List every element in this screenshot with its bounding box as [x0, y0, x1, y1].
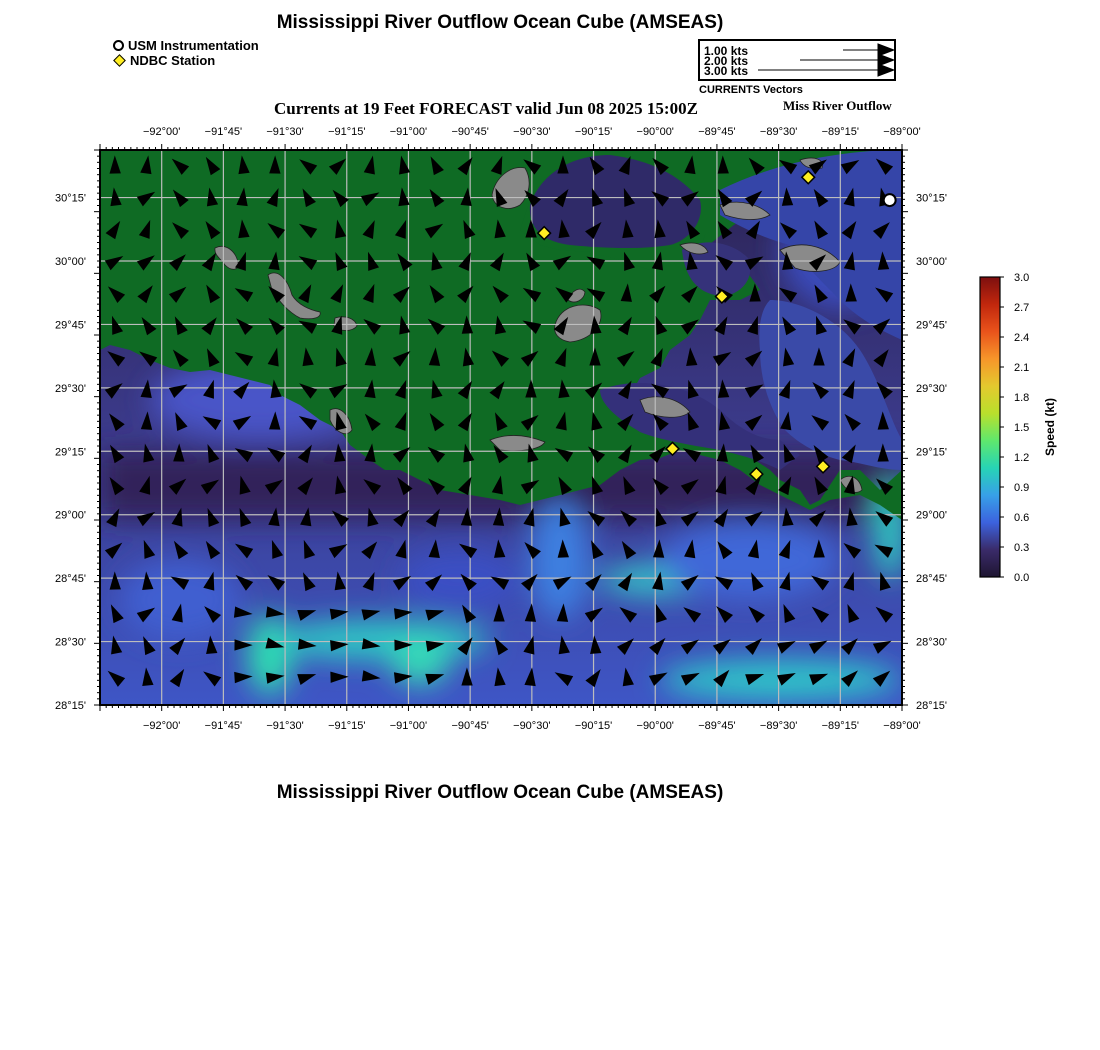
lat-label-right: 30°00'	[916, 256, 947, 268]
lat-label-left: 28°30'	[55, 636, 86, 649]
lon-label-top: −91°30'	[266, 126, 304, 138]
second-title: Mississippi River Outflow Ocean Cube (AMSEAS)	[276, 782, 724, 803]
usm-station-marker	[884, 194, 896, 206]
colorbar-tick-label: 2.4	[1014, 332, 1030, 344]
lon-label-top: −90°00'	[636, 126, 674, 138]
lat-label-right: 30°15'	[916, 192, 947, 205]
colorbar-tick-label: 1.2	[1014, 452, 1030, 464]
lon-label-bottom: −91°30'	[266, 720, 304, 732]
lat-label-left: 30°00'	[55, 256, 86, 268]
lat-label-left: 30°15'	[55, 192, 86, 205]
lon-label-top: −91°45'	[204, 126, 243, 138]
lat-label-right: 29°15'	[916, 446, 947, 459]
legend-usm-label: USM Instrumentation	[128, 38, 259, 53]
page-title: Mississippi River Outflow Ocean Cube (AMSEAS)	[276, 12, 724, 33]
colorbar-label: Speed (kt)	[1043, 398, 1057, 457]
lon-label-bottom: −90°15'	[574, 720, 613, 732]
lat-label-right: 28°30'	[916, 636, 947, 649]
lon-label-bottom: −89°30'	[759, 720, 798, 732]
lon-label-top: −89°30'	[759, 126, 798, 138]
lat-label-left: 29°30'	[55, 382, 86, 395]
region-label: Miss River Outflow	[783, 98, 892, 113]
colorbar	[960, 270, 1080, 590]
colorbar-tick-label: 0.3	[1014, 542, 1030, 554]
lon-label-top: −90°45'	[451, 126, 489, 138]
colorbar-tick-label: 0.6	[1014, 512, 1030, 524]
map-subtitle: Currents at 19 Feet FORECAST valid Jun 08 2025 15:00Z	[274, 99, 698, 118]
lon-label-top: −92°00'	[142, 126, 181, 138]
lon-label-bottom: −89°00'	[883, 720, 921, 732]
lat-label-right: 29°45'	[916, 319, 947, 332]
lon-label-bottom: −90°30'	[513, 720, 551, 732]
lat-label-right: 29°30'	[916, 382, 947, 395]
lat-label-left: 29°15'	[55, 446, 86, 459]
lon-label-top: −91°00'	[389, 126, 428, 138]
colorbar-tick-label: 0.9	[1014, 482, 1030, 494]
lat-label-right: 28°15'	[916, 700, 947, 712]
colorbar-tick-label: 2.7	[1014, 302, 1030, 314]
legend-ndbc-label: NDBC Station	[130, 53, 216, 68]
lon-label-bottom: −92°00'	[142, 720, 181, 732]
vector-key-2: 2.00 kts	[704, 54, 749, 68]
lon-label-bottom: −91°15'	[328, 720, 366, 732]
lon-label-top: −91°15'	[328, 126, 366, 138]
lon-label-top: −89°00'	[883, 126, 921, 138]
lon-label-top: −90°15'	[574, 126, 613, 138]
colorbar-tick-label: 0.0	[1014, 572, 1030, 584]
lat-label-left: 29°45'	[55, 319, 86, 332]
lat-label-right: 28°45'	[916, 573, 947, 586]
lon-label-top: −89°45'	[698, 126, 736, 138]
lon-label-top: −89°15'	[821, 126, 860, 138]
colorbar-scale	[980, 277, 1000, 577]
lat-label-left: 28°15'	[55, 700, 86, 712]
lon-label-top: −90°30'	[513, 126, 551, 138]
vector-key-1: 1.00 kts	[704, 44, 749, 58]
lon-label-bottom: −90°45'	[451, 720, 489, 732]
vector-key-3: 3.00 kts	[704, 64, 749, 78]
colorbar-tick-label: 2.1	[1014, 362, 1030, 374]
vector-key-caption: CURRENTS Vectors	[699, 84, 803, 96]
lon-label-bottom: −90°00'	[636, 720, 674, 732]
lat-label-left: 29°00'	[55, 509, 86, 522]
lat-label-left: 28°45'	[55, 573, 86, 586]
lon-label-bottom: −91°45'	[204, 720, 243, 732]
lat-label-right: 29°00'	[916, 509, 947, 522]
lon-label-bottom: −91°00'	[389, 720, 428, 732]
colorbar-tick-label: 1.8	[1014, 392, 1030, 404]
colorbar-tick-label: 1.5	[1014, 422, 1030, 434]
colorbar-tick-label: 3.0	[1014, 272, 1030, 284]
lon-label-bottom: −89°45'	[698, 720, 736, 732]
lon-label-bottom: −89°15'	[821, 720, 860, 732]
colorbar-ticks	[1000, 272, 1029, 584]
